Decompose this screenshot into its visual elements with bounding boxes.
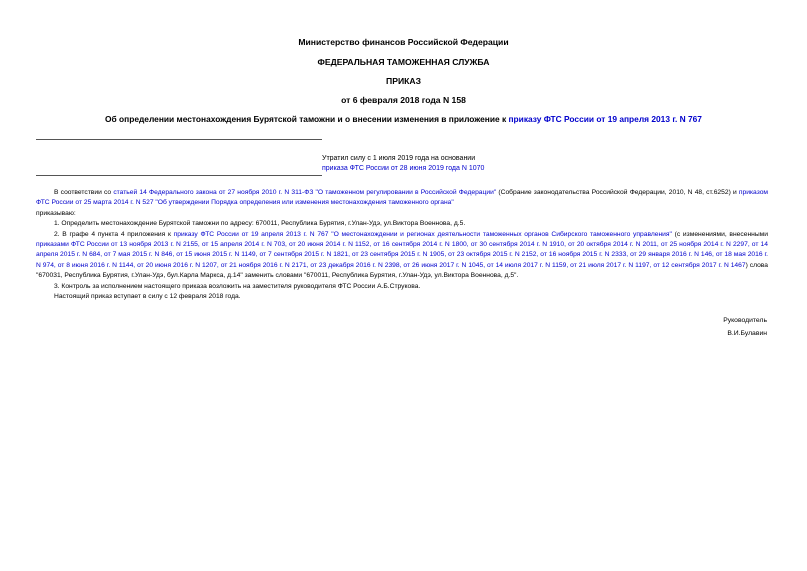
divider-bottom — [36, 175, 322, 176]
item-2-text-1: 2. В графе 4 пункта 4 приложения к — [54, 230, 174, 238]
item-1: 1. Определить местонахождение Бурятской таможни по адресу: 670011, Республика Бурятия, г.Улан-Удэ, ул.Виктора Военнова, д.5. — [54, 220, 466, 228]
doc-date-number: от 6 февраля 2018 года N 158 — [341, 95, 466, 105]
repeal-notice-text: Утратил силу с 1 июля 2019 года на основании — [322, 155, 476, 162]
item-2 — [36, 230, 768, 282]
preamble-text-1: В соответствии со — [54, 189, 114, 196]
amending-orders-link[interactable]: приказами ФТС России от 13 ноября 2013 г. N 2155, от 15 апреля 2014 г. N 703, от 20 июня 2014 г. N 1152, от 16 сентября 2014 г. N 1800, от 30 сентября 2014 г. N 1910, от 20 октября 2014 г. N 2011, от 25 ноября 2014 г. N 2297, от 14 апреля 2015 г. N 684, от 7 мая 2015 г. N 846, от 15 июня 2015 г. N 1149, от 7 сентября 2015 г. N 1821, от 23 сентября 2015 г. N 1905, от 23 октября 2015 г. N 2152, от 16 ноября 2015 г. N 2333, от 29 января 2016 г. N 146, от 18 мая 2016 г. N 974, от 8 июня 2016 г. N 1144, от 20 июня 2016 г. N 1207, от 21 ноября 2016 г. N 2171, от 23 декабря 2016 г. N 2398, от 26 июня 2017 г. N 1045, от 14 июля 2017 г. N 1159, от 21 июля 2017 г. N 1197, от 12 сентября 2017 г. N 1467 — [36, 241, 768, 269]
ministry-heading: Министерство финансов Российской Федерации — [298, 37, 509, 47]
preamble-paragraph — [36, 188, 768, 209]
doc-title-text: Об определении местонахождения Бурятской таможни и о внесении изменения в приложение к — [105, 114, 509, 124]
title-reference-link[interactable]: приказу ФТС России от 19 апреля 2013 г. N 767 — [508, 114, 702, 124]
document-body — [36, 188, 768, 302]
doc-title — [0, 114, 807, 124]
repeal-order-link[interactable]: приказа ФТС России от 28 июня 2019 года N 1070 — [322, 165, 485, 172]
doc-type-heading: ПРИКАЗ — [386, 76, 421, 86]
federal-law-link[interactable]: статьей 14 Федерального закона от 27 ноября 2010 г. N 311-ФЗ "О таможенном регулировании в Российской Федерации" — [113, 189, 497, 196]
signatory-role: Руководитель — [723, 317, 767, 324]
preamble-text-2: (Собрание законодательства Российской Федерации, 2010, N 48, ст.6252) и — [496, 189, 739, 196]
order-word: приказываю: — [36, 209, 76, 217]
repeal-notice — [322, 154, 492, 174]
order-527-link[interactable]: приказом ФТС России от 25 марта 2014 г. N 527 "Об утверждении Порядка определения или изменения местонахождения таможенного органа" — [36, 189, 769, 207]
order-767-link[interactable]: приказу ФТС России от 19 апреля 2013 г. N 767 "О местонахождении и регионах деятельности таможенных органов Сибирского таможенного управления" — [173, 230, 672, 238]
service-heading: ФЕДЕРАЛЬНАЯ ТАМОЖЕННАЯ СЛУЖБА — [317, 57, 490, 67]
effective-date: Настоящий приказ вступает в силу с 12 февраля 2018 года. — [54, 293, 241, 301]
item-2-text-3: ) слова "670031, Республика Бурятия, г.Улан-Удэ, бул.Карла Маркса, д.14" заменить словами "670011, Республика Бурятия, г.Улан-Удэ, ул.Виктора Военнова, д.5". — [36, 261, 769, 280]
signatory-name: В.И.Булавин — [727, 330, 767, 337]
divider-top — [36, 139, 322, 140]
item-3: 3. Контроль за исполнением настоящего приказа возложить на заместителя руководителя ФТС России А.Б.Струкова. — [54, 282, 421, 290]
signature-block — [723, 314, 767, 340]
item-2-text-2: (с изменениями, внесенными — [671, 230, 768, 238]
